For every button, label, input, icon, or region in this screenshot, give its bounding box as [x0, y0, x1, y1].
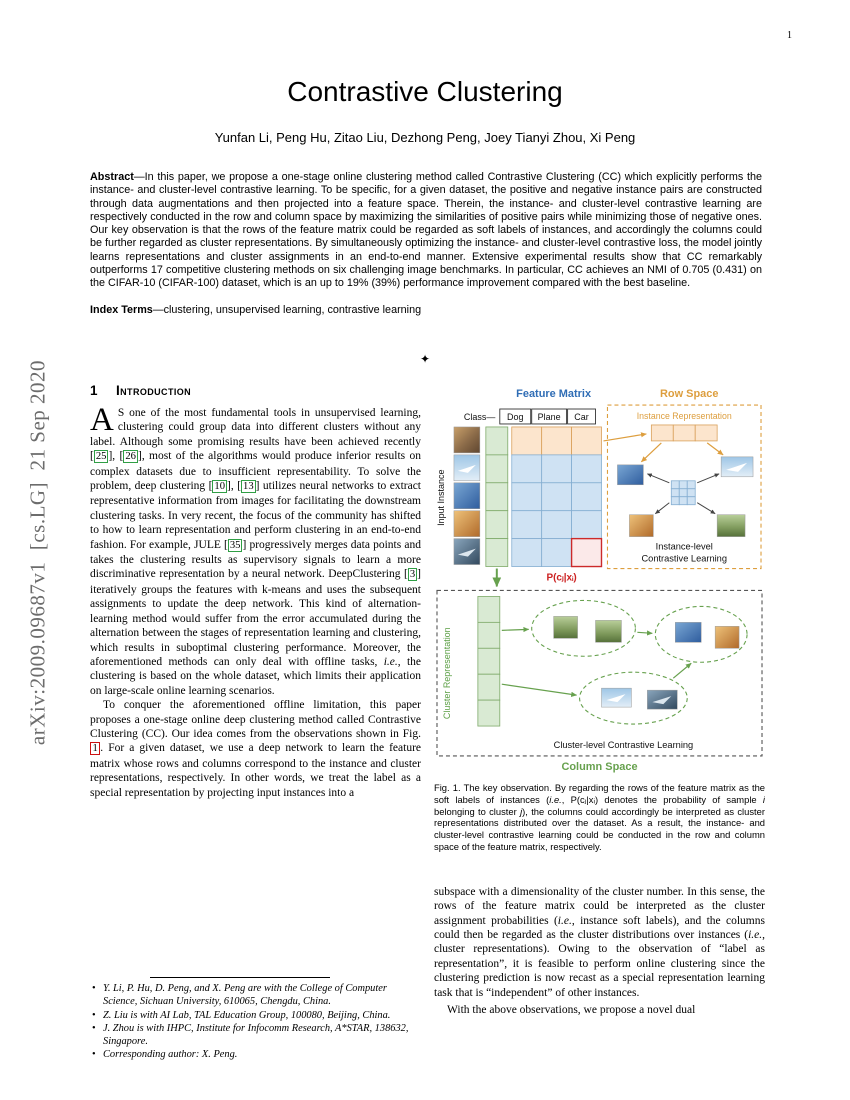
- footnote-item: • Z. Liu is with AI Lab, TAL Education Group, 100080, Beijing, China.: [90, 1010, 421, 1023]
- class-dog-label: Dog: [507, 411, 524, 422]
- section-title: Introduction: [116, 383, 192, 398]
- figure-link[interactable]: 1: [90, 742, 100, 755]
- cs-image-horse-2: [596, 620, 622, 642]
- rs-image-cat: [629, 515, 653, 537]
- arrow-grid-to-plane: [697, 474, 719, 483]
- footnote-item: • J. Zhou is with IHPC, Institute for Infocomm Research, A*STAR, 138632, Singapore.: [90, 1023, 421, 1048]
- paragraph-subspace: subspace with a dimensionality of the cluster number. In this sense, the rows of the feature matrix could be interpreted as the cluster assignment probabilities (i.e., instance soft labels), and the columns could then be regarded as the cluster distributions over instances (i.e., cluster representations). Owing to the observation of “label as representation”, it is feasible to perform online clustering since the clustering prediction is now recast as a special representation learning task that is “independent” of other instances.: [434, 885, 765, 999]
- arrow-horses-to-carcat: [637, 632, 652, 633]
- intro-paragraph-1: [90, 402, 421, 698]
- abstract-body: —In this paper, we propose a one-stage online clustering method called Contrastive Clustering (CC) which explicitly performs the instance- and cluster-level contrastive learning. To be specific, for a given dataset, the positive and negative instance pairs are constructed through data augmentations and then projected into a feature space. Therein, the instance- and cluster-level contrastive learning are respectively conducted in the row and column space by maximizing the similarities of positive pairs while minimizing those of negative ones. Our key observation is that the rows of the feature matrix could be regarded as soft labels of instances, and accordingly the columns could be further regarded as cluster representations. By simultaneously optimizing the instance- and cluster-level contrastive loss, the model jointly learns representations and cluster assignments in an end-to-end manner. Extensive experimental results show that CC remarkably outperforms 17 competitive clustering methods on six challenging image benchmarks. In particular, CC achieves an NMI of 0.705 (0.431) on the CIFAR-10 (CIFAR-100) dataset, which is an up to 19% (39%) performance improvement compared with the best baseline.: [90, 171, 762, 290]
- figure-caption: Fig. 1. The key observation. By regarding the rows of the feature matrix as the soft labels of instances (i.e., P(cⱼ|xᵢ) denotes the probability of sample i belonging to cluster j), the columns could accordingly be interpreted as cluster representations distributed over the dataset. As a result, the instance- and cluster-level contrastive learning could be conducted in the row and column space of the feature matrix, respectively.: [434, 782, 765, 852]
- rs-mini-feature-grid: [671, 481, 695, 505]
- footnotes-list: [90, 983, 421, 1062]
- abstract-block: [90, 171, 762, 317]
- intro-paragraph-2: To conquer the aforementioned offline limitation, this paper proposes a one-stage online deep clustering method called Contrastive Clustering (CC). Our idea comes from the observations shown in Fig. 1 . For a given dataset, we use a deep network to learn the feature matrix whose rows and columns correspond to the instance and cluster representations, respectively. In other words, we treat the label as a special representation by projecting input instances into a: [90, 699, 421, 799]
- input-image-car: [454, 483, 480, 509]
- class-car-label: Car: [574, 411, 589, 422]
- input-instance-images: [454, 427, 480, 565]
- intro-paragraph-1-text: S one of the most fundamental tools in unsupervised learning, clustering could group data into different clusters without any label. Although some promising results have been achieved recently [ 25 ], [ 26 ], most of the algorithms would produce inferior results on complex datasets due to insufficient representability. To solve the problem, deep clustering [ 10 ], [ 13 ] utilizes neural networks to extract representative information from images for facilitating the downstream clustering tasks. In very recent, the focus of the community has shifted to how to learn representation and perform clustering in an end-to-end fashion. For example, JULE [ 35 ] progressively merges data points and takes the clustering results as supervisory signals to learn a more discriminative representation by a neural network. DeepClustering [ 3 ] iteratively groups the features with k-means and uses the subsequent assignments to update the deep network. This kind of alternation-learning method would suffer from the error accumulated during the alternation between the stages of representation learning and clustering, which results in suboptimal clustering performance. Moreover, the aforementioned methods can only deal with offline tasks, i.e., the clustering is based on the whole dataset, which limits their application on large-scale online learning scenarios.: [90, 407, 421, 697]
- arrow-grid-to-car: [647, 474, 669, 483]
- diamond-separator-icon: ✦: [419, 352, 431, 366]
- cs-image-car: [675, 622, 701, 642]
- paper-title: Contrastive Clustering: [287, 76, 563, 107]
- citation-link[interactable]: 10: [214, 481, 226, 493]
- cluster-representation-vector: [478, 596, 500, 726]
- citation-link[interactable]: 35: [229, 539, 241, 551]
- row-space-label: Row Space: [660, 388, 719, 401]
- arrow-planes-to-carcat: [673, 663, 691, 678]
- section-number: 1: [90, 383, 98, 398]
- intro-text: [90, 402, 421, 800]
- input-instance-label: Input Instance: [435, 469, 446, 526]
- instance-level-label-2: Contrastive Learning: [641, 553, 727, 564]
- probability-label: P(cⱼ|xᵢ): [546, 572, 577, 584]
- rs-image-car: [617, 465, 643, 485]
- abstract-label: Abstract: [90, 171, 134, 183]
- figure-1: [434, 381, 765, 774]
- column-space-label: Column Space: [561, 760, 638, 773]
- right-column-text: [434, 885, 765, 1018]
- arrow-vector-to-horses: [502, 629, 529, 630]
- dropcap: A: [90, 402, 114, 438]
- arrow-vector-to-plane: [707, 443, 723, 455]
- index-terms-label: Index Terms: [90, 303, 153, 316]
- section-heading-introduction: [90, 383, 421, 398]
- arrow-vector-to-planes: [502, 684, 577, 695]
- cs-image-horse-1: [554, 616, 578, 638]
- citation-link[interactable]: 3: [409, 569, 416, 581]
- citation-link[interactable]: 25: [95, 451, 107, 463]
- footnote-rule: [150, 977, 330, 978]
- page-number: 1: [787, 30, 792, 41]
- class-label: Class—: [463, 411, 496, 422]
- arrow-row-to-vector: [603, 434, 646, 441]
- column-space-box: [437, 590, 762, 756]
- citation-link[interactable]: 13: [243, 481, 254, 493]
- row-space-box: [603, 405, 761, 569]
- arrow-vector-to-car: [641, 443, 661, 462]
- class-row: [464, 409, 596, 424]
- cluster-level-label: Cluster-level Contrastive Learning: [553, 739, 694, 750]
- instance-level-label-1: Instance-level: [655, 541, 713, 552]
- index-terms-body: —clustering, unsupervised learning, contrastive learning: [152, 303, 422, 316]
- feature-matrix-grid: [486, 427, 602, 567]
- arrow-grid-to-cat: [655, 503, 669, 514]
- probability-cell: [572, 539, 602, 567]
- left-column: [90, 381, 421, 1065]
- class-plane-label: Plane: [537, 411, 561, 422]
- paragraph-dual: With the above observations, we propose a novel dual: [447, 1004, 696, 1017]
- arrow-grid-to-horse: [697, 503, 715, 514]
- right-column: [434, 381, 765, 1065]
- input-image-cat: [454, 511, 480, 537]
- index-terms: [90, 304, 762, 317]
- cs-image-cat: [715, 626, 739, 648]
- footnote-block: [90, 977, 421, 1063]
- instance-representation-label: Instance Representation: [636, 410, 732, 421]
- feature-matrix-label: Feature Matrix: [516, 388, 592, 401]
- arxiv-watermark: arXiv:2009.09687v1 [cs.LG] 21 Sep 2020: [25, 359, 50, 746]
- citation-link[interactable]: 26: [125, 451, 136, 463]
- instance-representation-vector: [651, 425, 717, 441]
- rs-image-horse: [717, 515, 745, 537]
- input-image-dog: [454, 427, 480, 453]
- footnote-item: • Corresponding author: X. Peng.: [90, 1049, 421, 1062]
- two-column-body: [90, 381, 766, 1065]
- abstract-text: [90, 171, 762, 291]
- paper-authors: Yunfan Li, Peng Hu, Zitao Liu, Dezhong Peng, Joey Tianyi Zhou, Xi Peng: [214, 130, 636, 145]
- cluster-representation-label: Cluster Representation: [441, 627, 452, 720]
- footnote-item: • Y. Li, P. Hu, D. Peng, and X. Peng are with the College of Computer Science, Sichuan University, 610065, Chengdu, China.: [90, 983, 421, 1008]
